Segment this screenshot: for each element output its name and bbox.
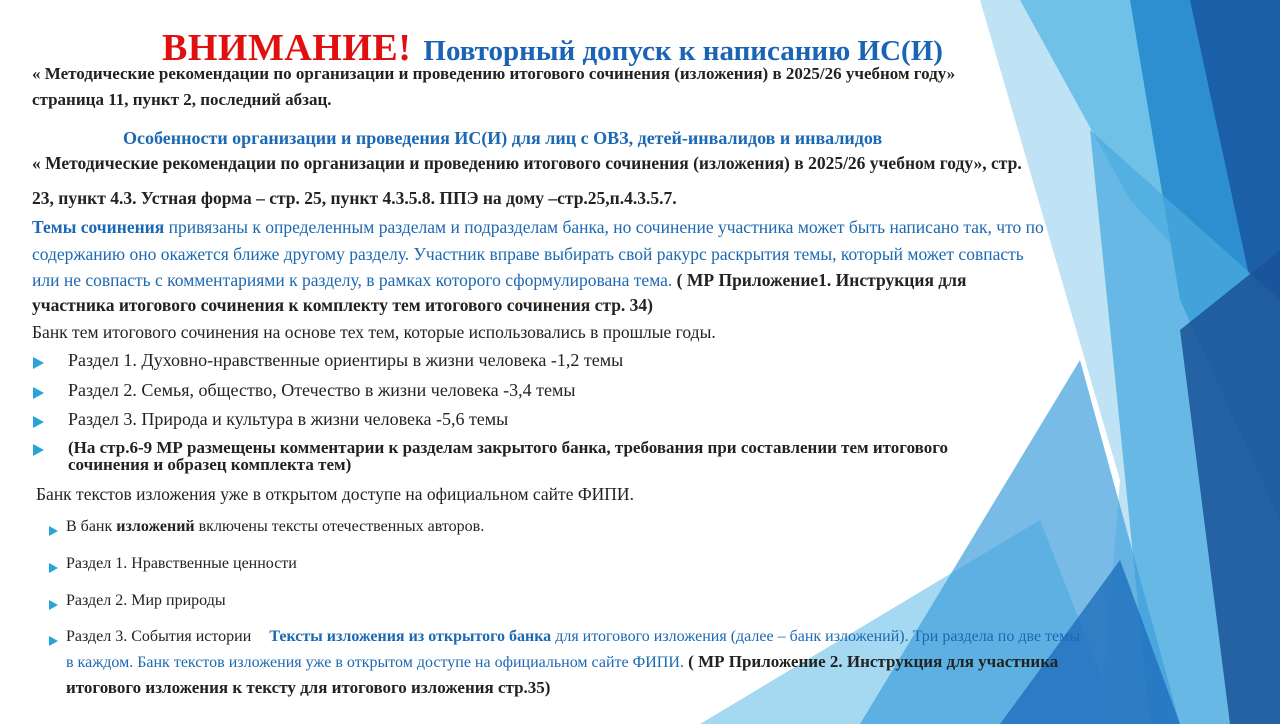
izl-item-4-line-1 bbox=[66, 628, 1080, 646]
title-subtitle: Повторный допуск к написанию ИС(И) bbox=[423, 35, 943, 67]
izl-item-4-line-3: итогового изложения к тексту для итогового изложения стр.35) bbox=[66, 678, 551, 697]
ovz-line-2: 23, пункт 4.3. Устная форма – стр. 25, пункт 4.3.5.8. ППЭ на дому –стр.25,п.4.3.5.7. bbox=[32, 188, 677, 208]
section-1: Раздел 1. Духовно-нравственные ориентиры в жизни человека -1,2 темы bbox=[68, 350, 624, 370]
intro-line-1: « Методические рекомендации по организации и проведению итогового сочинения (изложения) в 2025/26 учебном году» bbox=[32, 64, 956, 83]
bullet-icon bbox=[33, 415, 44, 433]
themes-line-1-text: привязаны к определенным разделам и подразделам банка, но сочинение участника может быть написано так, что по bbox=[164, 217, 1044, 237]
izl-item-4-bold: Тексты изложения из открытого банка bbox=[269, 628, 552, 645]
themes-line-3 bbox=[32, 270, 966, 291]
themes-line-3-blue: или не совпасть с комментариями к разделу, в рамках которого сформулирована тема. bbox=[32, 270, 673, 290]
izl-item-1-post: включены тексты отечественных авторов. bbox=[194, 518, 485, 535]
izl-item-3: Раздел 2. Мир природы bbox=[66, 592, 226, 609]
bullet-icon bbox=[49, 560, 58, 578]
intro-line-2: страница 11, пункт 2, последний абзац. bbox=[32, 90, 332, 109]
bullet-icon bbox=[33, 356, 44, 374]
section-3: Раздел 3. Природа и культура в жизни человека -5,6 темы bbox=[68, 409, 509, 429]
bullet-icon bbox=[49, 597, 58, 615]
bullet-icon bbox=[49, 633, 58, 651]
izl-item-4-line-2 bbox=[66, 652, 1058, 672]
izl-item-1-bold: изложений bbox=[116, 518, 195, 535]
izl-bank-text: Банк текстов изложения уже в открытом доступе на официальном сайте ФИПИ. bbox=[36, 484, 634, 504]
izl-item-2: Раздел 1. Нравственные ценности bbox=[66, 555, 297, 572]
izl-item-4-line-2-ref: ( МР Приложение 2. Инструкция для участника bbox=[683, 652, 1059, 671]
note-line-2: сочинения и образец комплекта тем) bbox=[68, 455, 352, 474]
warning-heading: ВНИМАНИЕ! bbox=[162, 27, 412, 69]
section-2: Раздел 2. Семья, общество, Отечество в жизни человека -3,4 темы bbox=[68, 380, 576, 400]
themes-line-3-ref: ( МР Приложение1. Инструкция для bbox=[672, 270, 967, 290]
bullet-icon bbox=[33, 443, 44, 461]
themes-line-2: содержанию оно окажется ближе другому разделу. Участник вправе выбирать свой ракурс раскрытия темы, который может совпасть bbox=[32, 244, 1024, 264]
bullet-icon bbox=[49, 523, 58, 541]
note-line-1: (На стр.6-9 МР размещены комментарии к разделам закрытого банка, требования при составлении тем итогового bbox=[68, 438, 949, 457]
ovz-heading: Особенности организации и проведения ИС(И) для лиц с ОВЗ, детей-инвалидов и инвалидов bbox=[123, 128, 883, 148]
bullet-icon bbox=[33, 386, 44, 404]
izl-item-4-line-2-blue: в каждом. Банк текстов изложения уже в открытом доступе на официальном сайте ФИПИ. bbox=[66, 654, 684, 671]
izl-item-1 bbox=[66, 518, 484, 536]
themes-lead: Темы сочинения bbox=[32, 217, 165, 237]
ovz-line-1: « Методические рекомендации по организации и проведению итогового сочинения (изложения) в 2025/26 учебном году», стр. bbox=[32, 153, 1022, 173]
izl-item-4-pre: Раздел 3. События истории bbox=[66, 628, 252, 645]
themes-line-4: участника итогового сочинения к комплекту тем итогового сочинения стр. 34) bbox=[32, 295, 654, 315]
themes-line-1 bbox=[32, 217, 1044, 238]
izl-item-1-pre: В банк bbox=[66, 518, 117, 535]
izl-item-4-blue: для итогового изложения (далее – банк изложений). Три раздела по две темы bbox=[551, 628, 1081, 645]
bank-text: Банк тем итогового сочинения на основе тех тем, которые использовались в прошлые годы. bbox=[32, 322, 716, 342]
